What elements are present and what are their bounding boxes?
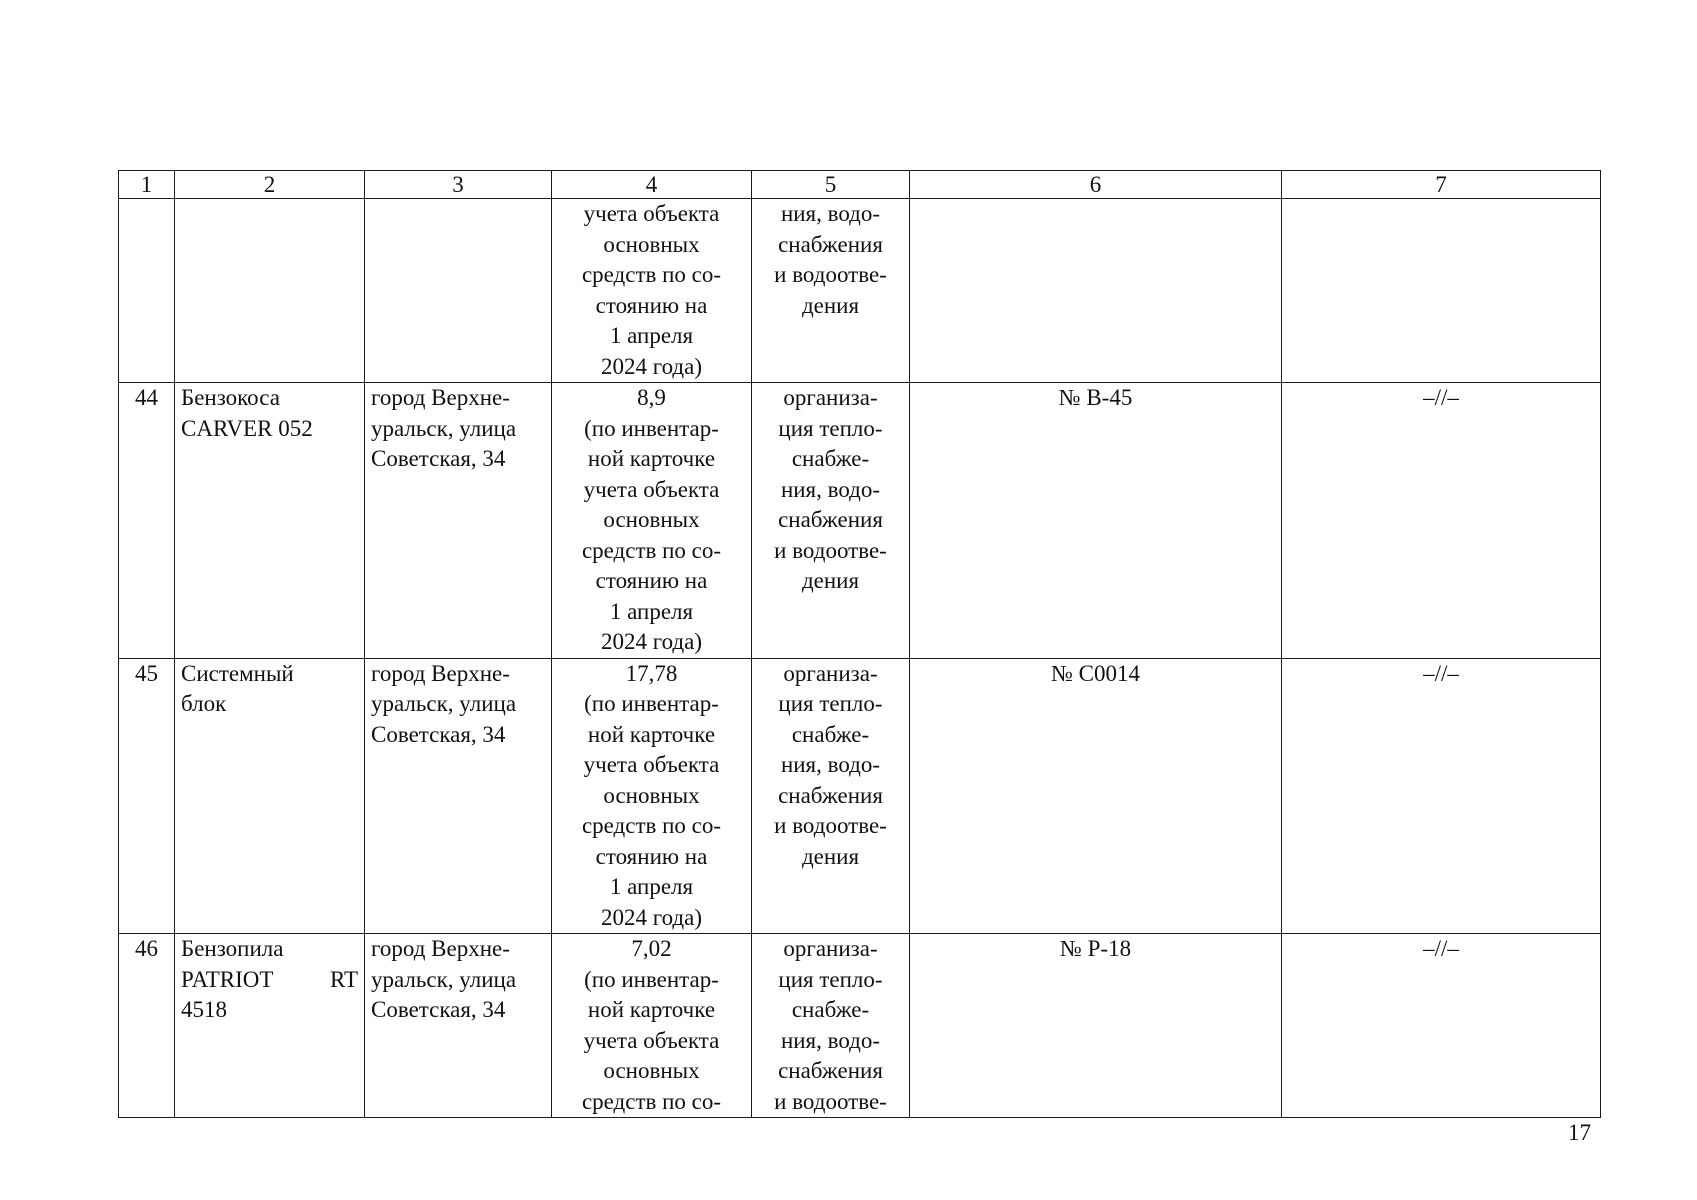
text-line: 8,9	[637, 385, 666, 410]
text-line: 2024 года)	[600, 629, 703, 654]
text-line: основных	[603, 231, 700, 257]
text-line: ния, водо-	[780, 752, 881, 777]
text-line: Советская, 34	[371, 997, 506, 1022]
text-line: ной карточке	[587, 446, 716, 471]
text-line: ция тепло-	[778, 691, 883, 716]
item-name-cell	[175, 199, 365, 383]
column-header: 4	[552, 171, 752, 199]
item-name-cell	[175, 658, 365, 934]
column-number-row	[119, 171, 1601, 199]
text-line: снабжения	[778, 782, 883, 808]
address-cell	[365, 383, 552, 659]
text-line: ной карточке	[587, 721, 716, 747]
text-line: 17,78	[625, 660, 678, 686]
text-line: 2024 года)	[600, 904, 703, 930]
text-line: снабже-	[791, 721, 870, 747]
address-cell	[365, 934, 552, 1118]
holder-cell	[752, 658, 910, 934]
text-line: дения	[801, 568, 860, 593]
text-line: дения	[801, 843, 860, 869]
text-line: уральск, улица	[371, 415, 517, 441]
holder-cell	[752, 199, 910, 383]
text-line: снабжения	[778, 507, 883, 532]
text-line: и водоотве-	[774, 813, 887, 838]
item-name-cell	[175, 383, 365, 659]
text-line: ной карточке	[587, 997, 716, 1022]
text-line: Системный	[181, 660, 294, 686]
text-line: учета объекта	[583, 1027, 720, 1053]
text-line: Советская, 34	[371, 446, 506, 471]
note-cell	[1282, 199, 1601, 383]
text-line: город Верхне-	[371, 385, 510, 410]
holder-cell	[752, 934, 910, 1118]
value-cell	[552, 934, 752, 1118]
inventory-cell: № Р-18	[910, 934, 1282, 1118]
text-line: снабжения	[778, 231, 883, 257]
inventory-cell: № В-45	[910, 383, 1282, 659]
text-line: (по инвентар-	[584, 691, 719, 716]
text-line: CARVER 052	[181, 415, 313, 441]
row-number-cell	[119, 199, 175, 383]
text-line: учета объекта	[583, 752, 720, 777]
text-line: ния, водо-	[780, 476, 881, 502]
text-line: основных	[603, 507, 700, 532]
text-line: ния, водо-	[780, 201, 881, 226]
text-line: 1 апреля	[609, 874, 694, 899]
text-line: город Верхне-	[371, 936, 510, 961]
text-line: Бензокоса	[181, 385, 280, 410]
text-line: 7,02	[631, 936, 672, 961]
text-line: уральск, улица	[371, 691, 517, 716]
text-line: средств по со-	[581, 262, 722, 287]
text-line: ция тепло-	[778, 966, 883, 992]
text-line: организа-	[783, 385, 878, 410]
text-line: Бензопила	[181, 936, 284, 961]
text-line: 2024 года)	[600, 353, 703, 379]
text-line: средств по со-	[581, 537, 722, 563]
text-line: снабжения	[778, 1058, 883, 1083]
holder-cell	[752, 383, 910, 659]
row-number-cell: 45	[119, 658, 175, 934]
text-line: учета объекта	[583, 201, 720, 226]
text-line: организа-	[783, 660, 878, 686]
row-number-cell: 46	[119, 934, 175, 1118]
inventory-cell	[910, 199, 1282, 383]
text-line: ция тепло-	[778, 415, 883, 441]
text-line: PATRIOT RT	[181, 966, 358, 992]
text-line: стоянию на	[595, 568, 708, 593]
address-cell	[365, 199, 552, 383]
text-line: средств по со-	[581, 1088, 722, 1114]
column-header: 5	[752, 171, 910, 199]
inventory-cell: № С0014	[910, 658, 1282, 934]
property-registry-table	[118, 170, 1601, 1118]
table-row-continuation	[119, 199, 1601, 383]
value-cell	[552, 199, 752, 383]
text-line: и водоотве-	[774, 537, 887, 563]
text-line: стоянию на	[595, 292, 708, 318]
table-row	[119, 658, 1601, 934]
text-line: организа-	[783, 936, 878, 961]
table-row	[119, 383, 1601, 659]
text-line: 1 апреля	[609, 598, 694, 624]
text-line: средств по со-	[581, 813, 722, 838]
text-line: город Верхне-	[371, 660, 510, 686]
text-line: и водоотве-	[774, 262, 887, 287]
text-line: 1 апреля	[609, 323, 694, 348]
note-cell: –//–	[1282, 658, 1601, 934]
text-line: снабже-	[791, 446, 870, 471]
text-line: основных	[603, 1058, 700, 1083]
column-header: 6	[910, 171, 1282, 199]
note-cell: –//–	[1282, 934, 1601, 1118]
column-header: 3	[365, 171, 552, 199]
column-header: 1	[119, 171, 175, 199]
column-header: 7	[1282, 171, 1601, 199]
value-cell	[552, 658, 752, 934]
address-cell	[365, 658, 552, 934]
item-name-cell	[175, 934, 365, 1118]
text-line: ния, водо-	[780, 1027, 881, 1053]
text-line: снабже-	[791, 997, 870, 1022]
page-number: 17	[1568, 1120, 1591, 1145]
text-line: учета объекта	[583, 476, 720, 502]
value-cell	[552, 383, 752, 659]
text-line: уральск, улица	[371, 966, 517, 992]
row-number-cell: 44	[119, 383, 175, 659]
text-line: Советская, 34	[371, 721, 506, 747]
text-line: 4518	[181, 997, 227, 1022]
text-line: (по инвентар-	[584, 415, 719, 441]
text-line: и водоотве-	[774, 1088, 887, 1114]
note-cell: –//–	[1282, 383, 1601, 659]
text-line: стоянию на	[595, 843, 708, 869]
text-line: блок	[181, 691, 227, 716]
table-row	[119, 934, 1601, 1118]
text-line: дения	[801, 292, 860, 318]
column-header: 2	[175, 171, 365, 199]
text-line: (по инвентар-	[584, 966, 719, 992]
text-line: основных	[603, 782, 700, 808]
